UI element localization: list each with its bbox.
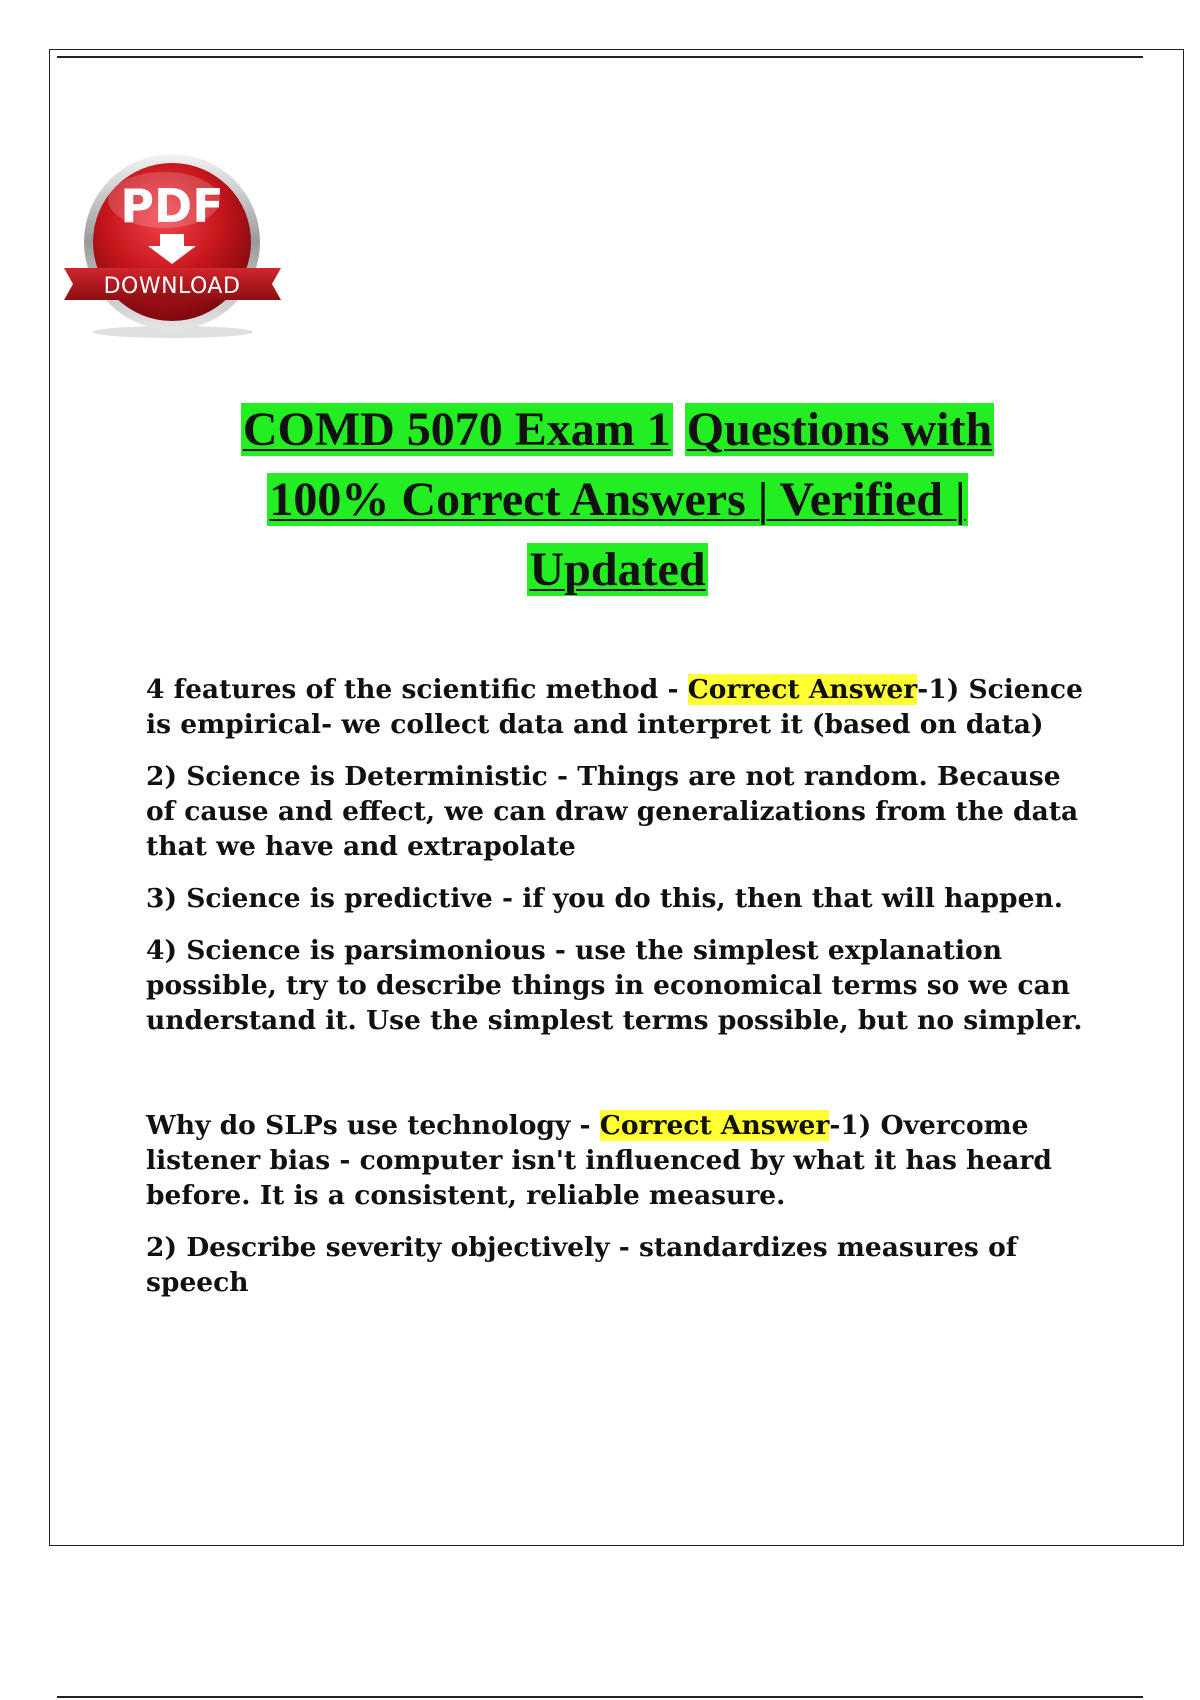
qa-2-paragraph-2: 2) Describe severity objectively - standardizes measures of speech: [146, 1232, 1018, 1298]
qa-1-paragraph-1: [146, 672, 1096, 742]
qa-content: [146, 672, 1096, 1317]
title-line-2-text: 100% Correct Answers | Verified |: [269, 473, 966, 526]
qa-spacer: [146, 1055, 1096, 1108]
qa-2-answer-text-1: -1) Overcome listener bias - computer isn't influenced by what it has heard before. It is a consistent, reliable measure.: [146, 1110, 1052, 1211]
qa-1-answer-text-1: -1) Science is empirical- we collect data and interpret it (based on data): [146, 674, 1083, 740]
bottom-rule: [57, 1696, 1143, 1698]
title-line-1-part-b: Questions with: [686, 403, 993, 456]
pdf-logo-text: PDF: [120, 179, 224, 233]
title-line-3-text: Updated: [529, 543, 706, 596]
download-logo-text: DOWNLOAD: [103, 274, 241, 299]
title-line-2: [150, 465, 1085, 535]
qa-1-question: 4 features of the scientific method -: [146, 674, 688, 705]
qa-2-paragraph-1: [146, 1108, 1096, 1213]
pdf-download-logo-graphic: [60, 150, 285, 340]
title-line-1-part-a: COMD 5070 Exam 1: [242, 403, 671, 456]
top-rule: [57, 56, 1143, 58]
qa-1-paragraph-2: 2) Science is Deterministic - Things are not random. Because of cause and effect, we can draw generalizations from the data that we have and extrapolate: [146, 761, 1079, 862]
pdf-download-icon[interactable]: [60, 150, 285, 340]
title-line-1: [150, 395, 1085, 465]
title-line-3: [150, 535, 1085, 605]
qa-2-question: Why do SLPs use technology -: [146, 1110, 600, 1141]
qa-1-paragraph-3: 3) Science is predictive - if you do this, then that will happen.: [146, 883, 1063, 914]
qa-1-paragraph-4: 4) Science is parsimonious - use the simplest explanation possible, try to describe things in economical terms so we can understand it. Use the simplest terms possible, but no simpler.: [146, 935, 1083, 1036]
document-title: [150, 395, 1085, 605]
qa-1-answer-label: Correct Answer: [687, 674, 918, 705]
qa-2-answer-label: Correct Answer: [599, 1110, 830, 1141]
